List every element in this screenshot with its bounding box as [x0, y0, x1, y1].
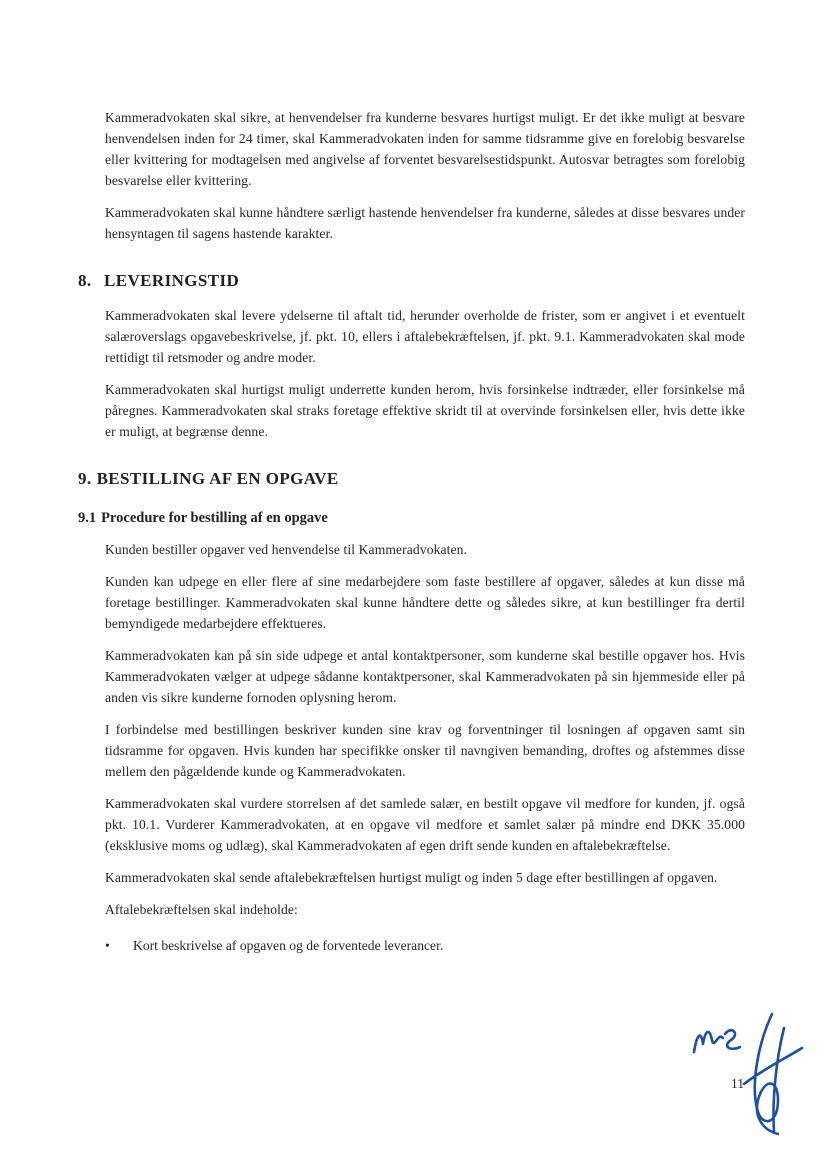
section-9-heading — [78, 469, 745, 489]
section-8-heading — [78, 271, 745, 291]
handwritten-signature — [688, 1008, 813, 1148]
section-9-1-paragraph: Kammeradvokaten skal sende aftalebekræftelsen hurtigst muligt og inden 5 dage efter bestillingen af opgaven. — [105, 870, 718, 885]
section-9-1-paragraph: I forbindelse med bestillingen beskriver kunden sine krav og forventninger til losningen af opgaven samt sin tidsramme for opgaven. Hvis kunden har specifikke onsker til navngiven bemanding, droftes og afstemmes disse mellem den pågældende kunde og Kammeradvokaten. — [105, 722, 745, 779]
signature-ink-icon — [688, 1008, 813, 1148]
section-8-paragraph-2: Kammeradvokaten skal hurtigst muligt underrette kunden herom, hvis forsinkelse indtræder, eller forsinkelse må påregnes. Kammeradvokaten skal straks foretage effektive skridt til at overvinde forsinkelsen eller, hvis dette ikke er muligt, at begrænse denne. — [105, 382, 745, 439]
section-9-1-title: Procedure for bestilling af en opgave — [101, 510, 328, 526]
section-8-paragraph-1: Kammeradvokaten skal levere ydelserne til aftalt tid, herunder overholde de frister, som er angivet i et eventuelt salæroverslags opgavebeskrivelse, jf. pkt. 10, ellers i aftalebekræftelsen, jf. pkt. 9.1. Kammeradvokaten skal mode rettidigt til retsmoder og andre moder. — [105, 308, 745, 365]
section-9-1-paragraph: Kunden bestiller opgaver ved henvendelse til Kammeradvokaten. — [105, 542, 468, 557]
section-9-title: BESTILLING AF EN OPGAVE — [96, 469, 339, 488]
section-9-1-heading — [78, 510, 745, 527]
section-8-number: 8. — [78, 271, 92, 290]
intro-paragraph-1: Kammeradvokaten skal sikre, at henvendelser fra kunderne besvares hurtigst muligt. Er det ikke muligt at besvare henvendelsen inden for 24 timer, skal Kammeradvokaten inden for samme tidsramme give en forelobig besvarelse eller kvittering for modtagelsen med angivelse af forventet besvarelsestidspunkt. Autosvar betragtes som forelobig besvarelse eller kvittering. — [105, 110, 745, 188]
section-9-number: 9. — [78, 469, 92, 488]
section-8-title: LEVERINGSTID — [104, 271, 240, 290]
section-9-1-number: 9.1 — [78, 510, 97, 526]
section-9-1-paragraph: Kammeradvokaten kan på sin side udpege et antal kontaktpersoner, som kunderne skal bestille opgaver hos. Hvis Kammeradvokaten vælger at udpege sådanne kontaktpersoner, skal Kammeradvokaten på sin hjemmeside eller på anden vis sikre kunderne fornoden oplysning herom. — [105, 648, 745, 705]
intro-paragraph-2: Kammeradvokaten skal kunne håndtere særligt hastende henvendelser fra kunderne, således at disse besvares under hensyntagen til sagens hastende karakter. — [105, 205, 745, 241]
list-item-text: Kort beskrivelse af opgaven og de forventede leverancer. — [133, 938, 444, 953]
bullet-icon: • — [105, 938, 110, 953]
section-9-1-paragraph: Aftalebekræftelsen skal indeholde: — [105, 902, 298, 917]
page-number: 11 — [731, 1076, 744, 1091]
list-item — [105, 935, 745, 956]
section-9-1-paragraph: Kammeradvokaten skal vurdere storrelsen af det samlede salær, en bestilt opgave vil medfore for kunden, jf. også pkt. 10.1. Vurderer Kammeradvokaten, at en opgave vil medfore et samlet salær på mindre end DKK 35.000 (eksklusive moms og udlæg), skal Kammeradvokaten af egen drift sende kunden en aftalebekræftelse. — [105, 796, 745, 853]
section-9-1-paragraph: Kunden kan udpege en eller flere af sine medarbejdere som faste bestillere af opgaver, således at kun disse må foretage bestillinger. Kammeradvokaten skal kunne håndtere dette og således sikre, at kun bestillinger fra dertil bemyndigede medarbejdere effektueres. — [105, 574, 745, 631]
